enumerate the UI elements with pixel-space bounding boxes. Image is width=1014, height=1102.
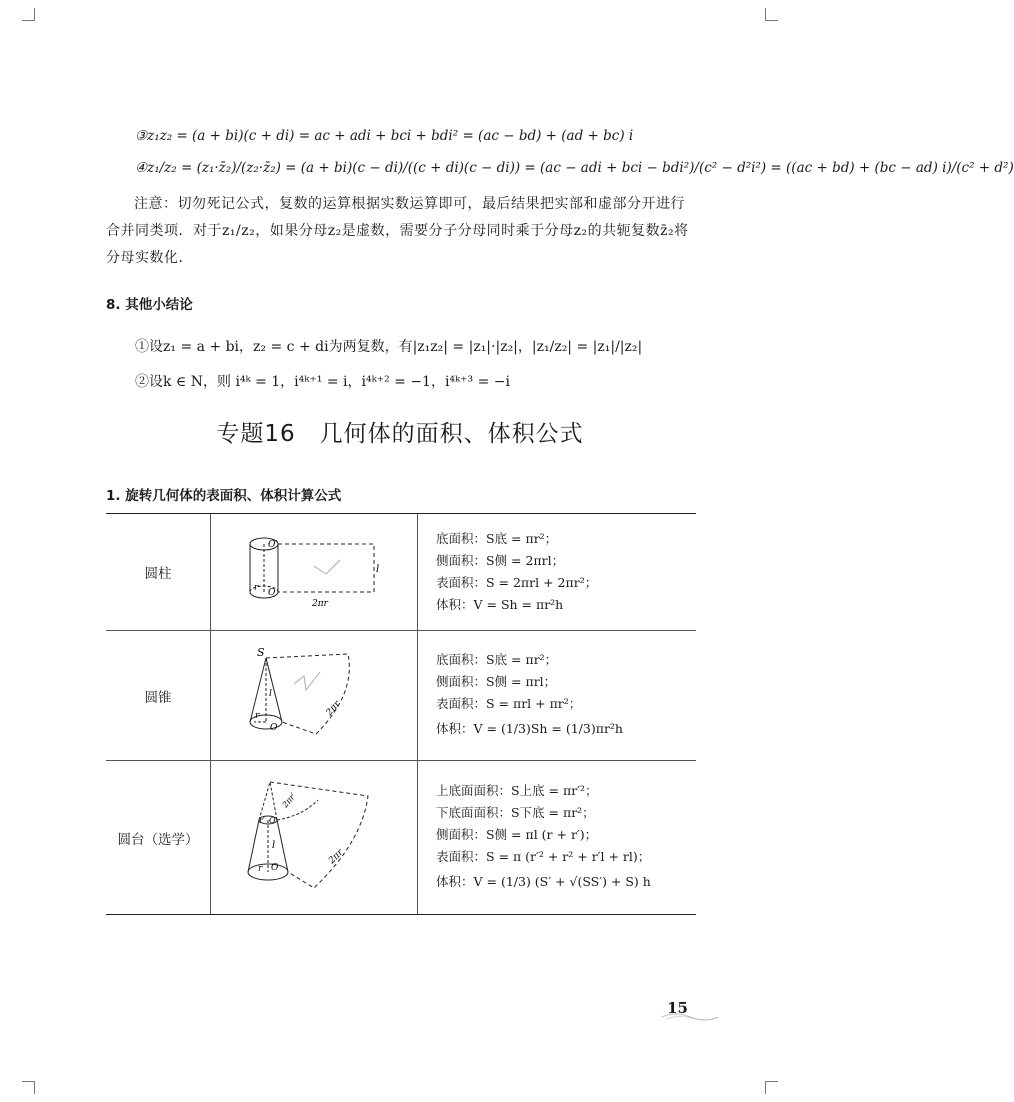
figure-label: O <box>271 862 279 873</box>
cone-figure <box>211 631 418 761</box>
topic-title: 专题16 几何体的面积、体积公式 <box>216 421 584 447</box>
formula-text: 侧面积：S侧 = 2πrl； <box>436 553 565 568</box>
formula-text: 下底面面积：S下底 = πr²； <box>436 804 595 820</box>
section-heading-8: 8. 其他小结论 <box>106 297 193 313</box>
conclusion-item-2: ②设k ∈ N，则 i⁴ᵏ = 1，i⁴ᵏ⁺¹ = i，i⁴ᵏ⁺² = −1，i⁴ᵏ⁺³ = −i <box>135 374 510 390</box>
figure-label: O <box>270 722 278 733</box>
formula-text: 体积：V = (1/3) (S′ + √(SS′) + S) h <box>436 873 651 889</box>
solid-name: 圆台（选学） <box>106 761 211 915</box>
formula-text: 底面积：S底 = πr²； <box>436 531 558 546</box>
formula-text: 体积：V = (1/3)Sh = (1/3)πr²h <box>436 720 623 736</box>
solid-name: 圆柱 <box>106 514 211 631</box>
figure-label: 2πr <box>312 599 328 609</box>
figure-label: r <box>258 863 263 874</box>
figure-label: S <box>257 645 265 659</box>
formula-text: 体积：V = Sh = πr²h <box>436 597 564 612</box>
page-ornament-icon <box>660 1010 720 1024</box>
crop-mark <box>765 1081 778 1094</box>
figure-label: 2πr′ <box>280 790 298 809</box>
geometry-formula-table <box>106 513 696 915</box>
formula-text: 底面积：S底 = πr²； <box>436 651 558 667</box>
crop-mark <box>22 8 35 21</box>
formula-text: 侧面积：S侧 = πl (r + r′)； <box>436 826 598 842</box>
formula-text: 表面积：S = 2πrl + 2πr²； <box>436 575 598 590</box>
figure-label: 2πr <box>327 847 346 866</box>
figure-label: l <box>272 839 276 851</box>
table-row <box>106 631 696 761</box>
figure-label: r′ <box>259 815 265 825</box>
figure-label: O′ <box>269 815 278 825</box>
formula-cell <box>418 761 697 915</box>
formula-text: 侧面积：S侧 = πrl； <box>436 673 557 689</box>
cylinder-figure <box>211 514 418 631</box>
figure-label: O′ <box>268 540 278 550</box>
note-paragraph: 注意：切勿死记公式，复数的运算根据实数运算即可，最后结果把实部和虚部分开进行合并同类项．对于z₁/z₂，如果分母z₂是虚数，需要分子分母同时乘于分母z₂的共轭复数z̄₂将分母实数化． <box>106 196 689 266</box>
cylinder-diagram <box>244 530 384 610</box>
formula-line-3: ③z₁z₂ = (a + bi)(c + di) = ac + adi + bci + bdi² = (ac − bd) + (ad + bc) i <box>135 128 634 144</box>
figure-label: r <box>254 583 259 593</box>
figure-label: 2πr <box>324 698 343 718</box>
figure-label: l <box>376 564 380 575</box>
conclusion-item-1: ①设z₁ = a + bi，z₂ = c + di为两复数，有|z₁z₂| = |z₁|·|z₂|，|z₁/z₂| = |z₁|/|z₂| <box>135 339 643 355</box>
figure-label: r <box>255 710 260 721</box>
formula-text: 上底面面积：S上底 = πr′²； <box>436 782 598 798</box>
page-number: 15 <box>667 999 688 1017</box>
figure-label: l <box>269 688 272 699</box>
frustum-diagram <box>244 776 384 896</box>
formula-line-4: ④z₁/z₂ = (z₁·z̄₂)/(z₂·z̄₂) = (a + bi)(c − di)/((c + di)(c − di)) = (ac − adi + bci − bdi²)/(c² − d²i²) = ((ac + bd) + (bc − ad) i)/(c² + d²) <box>135 160 1014 176</box>
crop-mark <box>765 8 778 21</box>
figure-label: O <box>268 588 276 598</box>
section-heading-1: 1. 旋转几何体的表面积、体积计算公式 <box>106 488 342 504</box>
solid-name: 圆锥 <box>106 631 211 761</box>
table-row <box>106 514 696 631</box>
crop-mark <box>22 1081 35 1094</box>
formula-cell <box>418 631 697 761</box>
formula-text: 表面积：S = πrl + πr²； <box>436 695 582 711</box>
formula-text: 表面积：S = π (r′² + r² + r′l + rl)； <box>436 848 651 864</box>
cone-diagram <box>244 644 384 744</box>
frustum-figure <box>211 761 418 915</box>
table-row <box>106 761 696 915</box>
formula-cell <box>418 514 697 631</box>
